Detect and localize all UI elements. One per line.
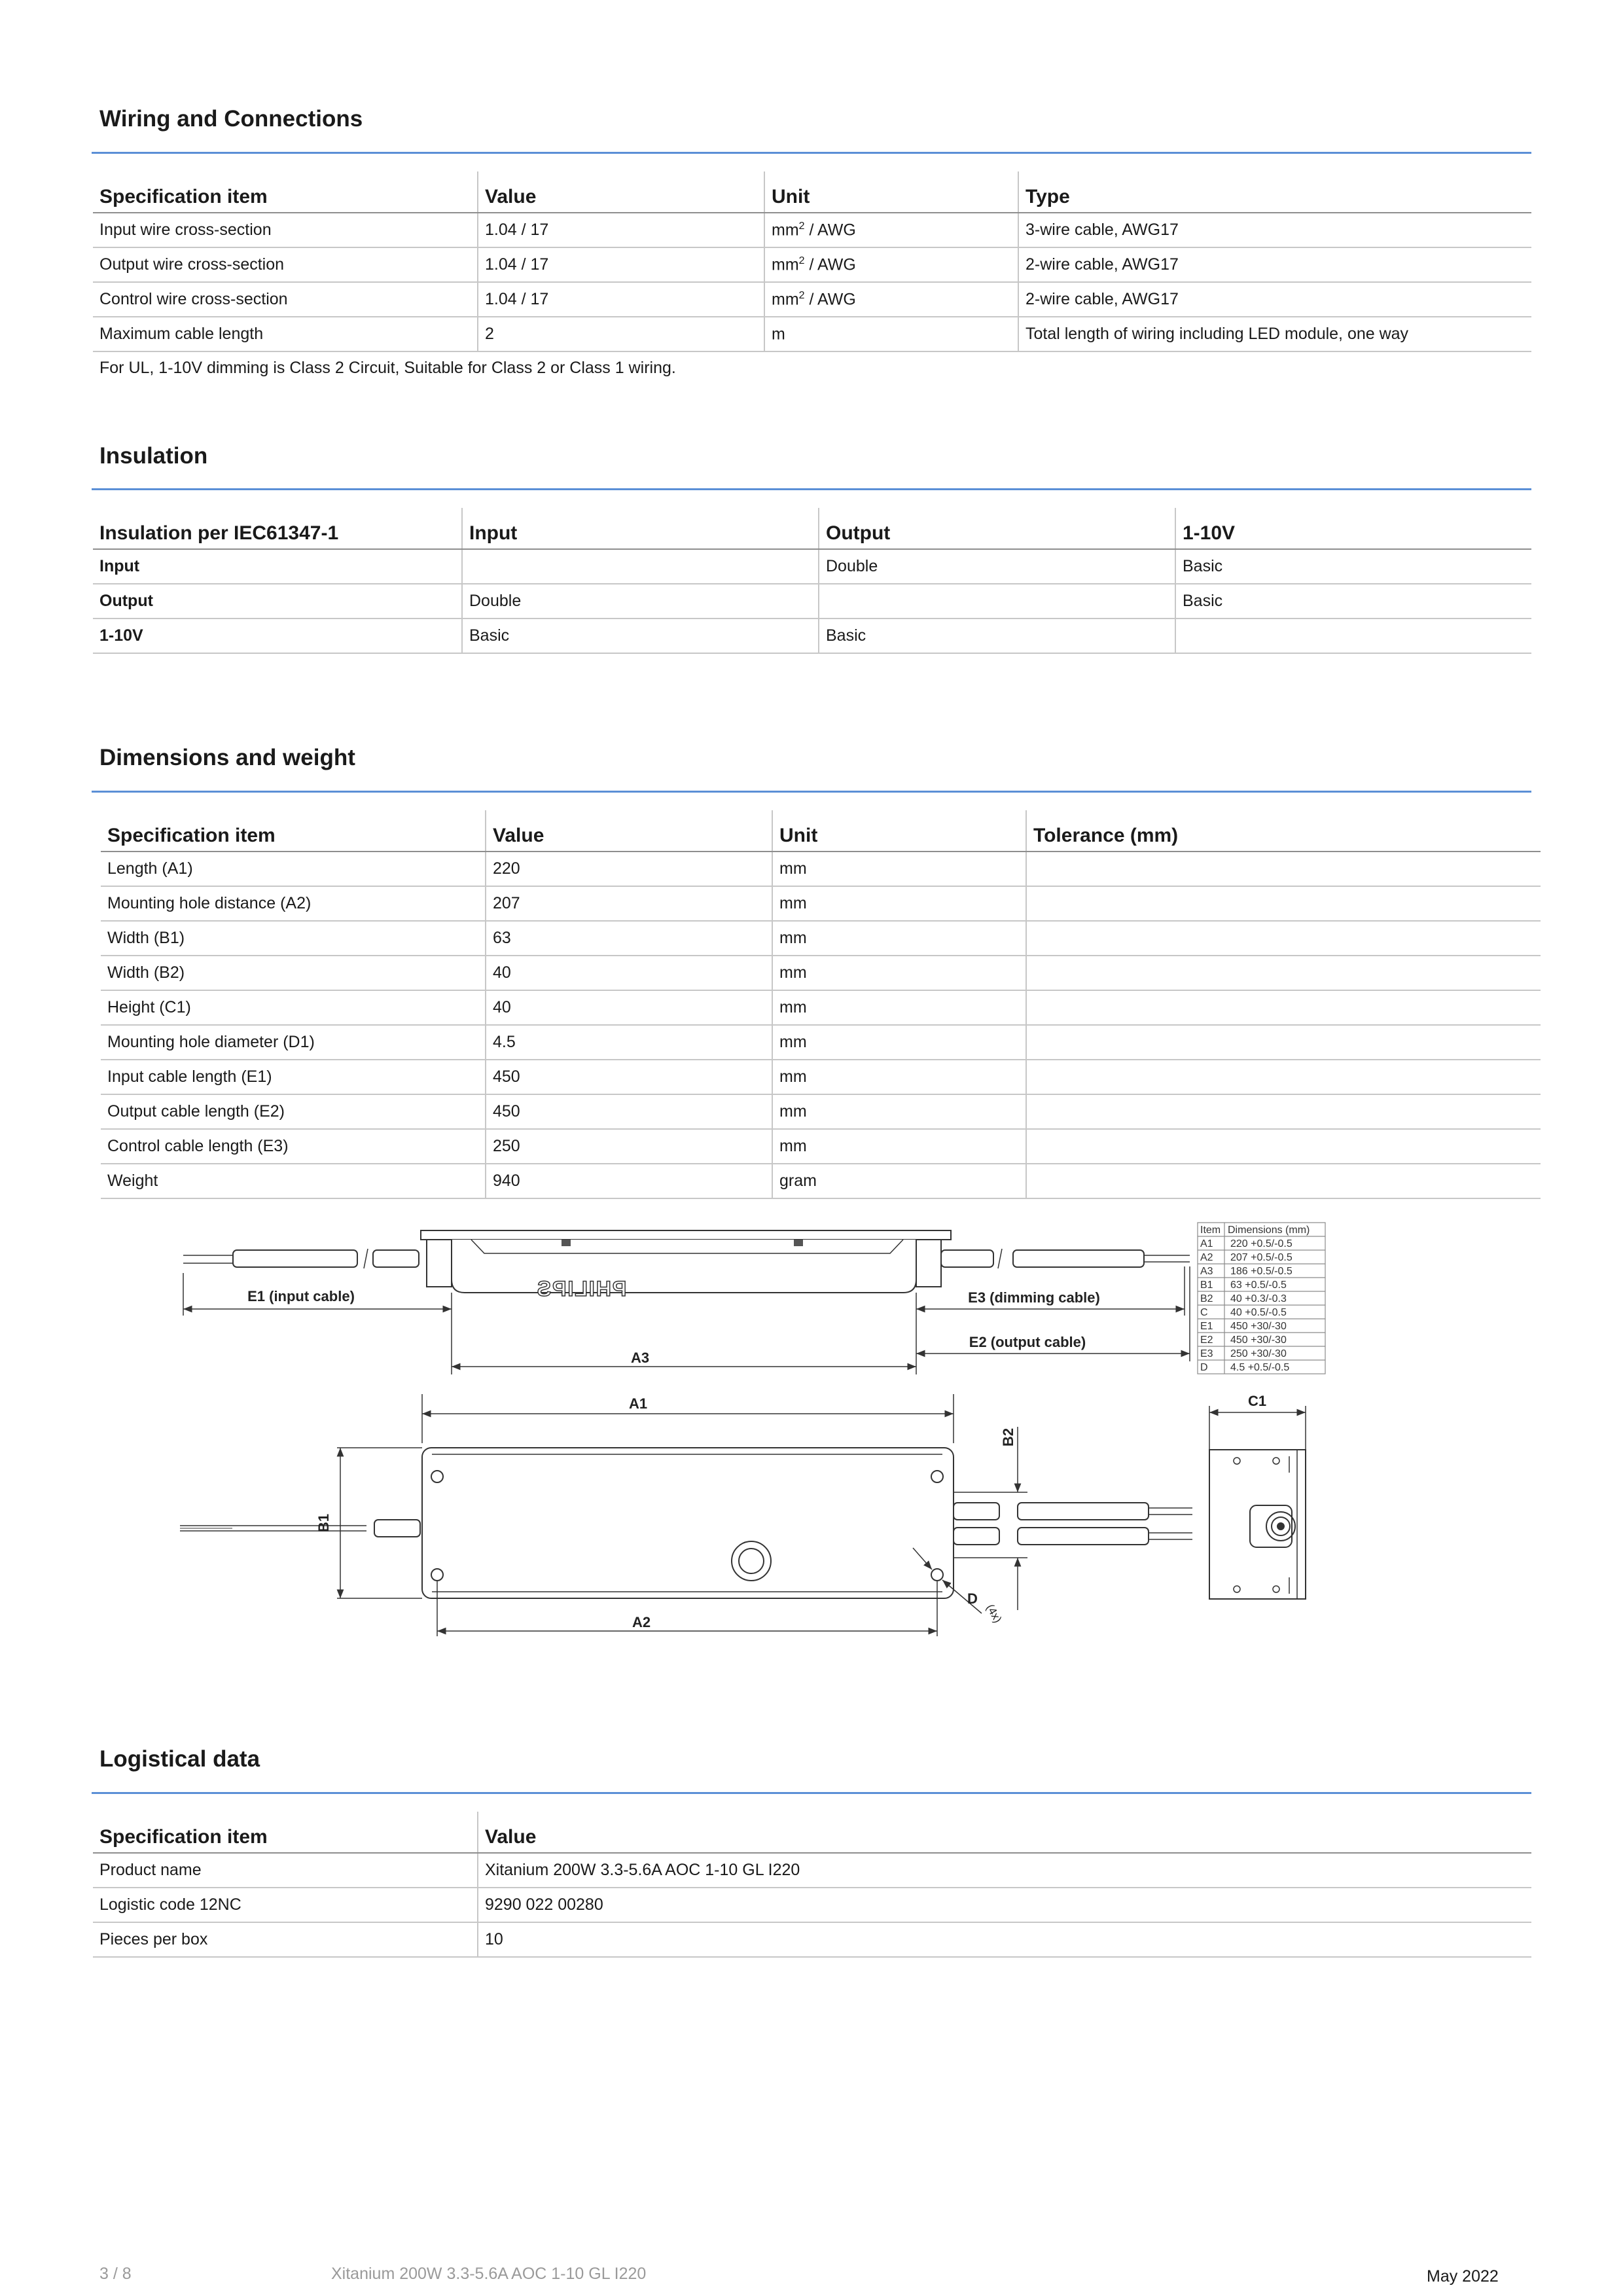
spec-unit: m (764, 317, 1018, 351)
spec-value: 1.04 / 17 (478, 247, 764, 282)
label-e1: E1 (input cable) (247, 1288, 355, 1304)
spec-item: Input cable length (E1) (101, 1060, 486, 1094)
spec-item: Height (C1) (101, 990, 486, 1025)
footer-page-number: 3 / 8 (99, 2265, 132, 2283)
spec-value: 220 (486, 852, 772, 886)
tol-value: 220 +0.5/-0.5 (1230, 1238, 1293, 1249)
spec-type: 3-wire cable, AWG17 (1018, 213, 1531, 247)
tol-item: B1 (1200, 1280, 1213, 1291)
spec-type: 2-wire cable, AWG17 (1018, 247, 1531, 282)
tol-value: 186 +0.5/-0.5 (1230, 1266, 1293, 1277)
column-header: Input (462, 508, 819, 549)
spec-value: 450 (486, 1060, 772, 1094)
column-header: Type (1018, 171, 1531, 213)
cell-1-10v: Basic (1175, 584, 1531, 619)
tol-value: 450 +30/-30 (1230, 1335, 1287, 1346)
label-b1: B1 (315, 1513, 332, 1533)
spec-item: Logistic code 12NC (93, 1888, 478, 1922)
cell-output: Double (819, 549, 1175, 584)
spec-value: 63 (486, 921, 772, 956)
tol-value: 450 +30/-30 (1230, 1321, 1287, 1332)
spec-unit: mm (772, 1060, 1026, 1094)
spec-value: 940 (486, 1164, 772, 1198)
spec-value: 450 (486, 1094, 772, 1129)
column-header: Value (478, 1812, 1531, 1853)
spec-unit: mm (772, 956, 1026, 990)
spec-value: 10 (478, 1922, 1531, 1957)
spec-item: Control cable length (E3) (101, 1129, 486, 1164)
spec-value: 4.5 (486, 1025, 772, 1060)
cell-1-10v: Basic (1175, 549, 1531, 584)
column-header: Unit (764, 171, 1018, 213)
row-header: Output (93, 584, 462, 619)
wiring-section-title: Wiring and Connections (99, 106, 363, 132)
spec-value: 1.04 / 17 (478, 282, 764, 317)
label-d-count: (4x) (984, 1602, 1005, 1625)
row-header: 1-10V (93, 619, 462, 653)
spec-value: Xitanium 200W 3.3-5.6A AOC 1-10 GL I220 (478, 1853, 1531, 1888)
table-row (93, 1922, 1531, 1957)
column-header: Specification item (101, 810, 486, 852)
spec-value: 207 (486, 886, 772, 921)
column-header: Value (478, 171, 764, 213)
cell-input: Double (462, 584, 819, 619)
tol-item: D (1200, 1362, 1208, 1373)
tol-value: 250 +30/-30 (1230, 1348, 1287, 1359)
label-d: D (967, 1590, 978, 1607)
label-e2: E2 (output cable) (969, 1334, 1086, 1350)
spec-unit: mm (772, 852, 1026, 886)
column-header: Output (819, 508, 1175, 549)
spec-item: Mounting hole diameter (D1) (101, 1025, 486, 1060)
dimensions-section-title: Dimensions and weight (99, 745, 355, 770)
end-view (1209, 1406, 1306, 1599)
tol-value: 40 +0.5/-0.5 (1230, 1307, 1287, 1318)
spec-value: 40 (486, 956, 772, 990)
row-header: Input (93, 549, 462, 584)
column-header: Value (486, 810, 772, 852)
tol-value: 40 +0.3/-0.3 (1230, 1293, 1287, 1304)
spec-value: 2 (478, 317, 764, 351)
spec-item: Mounting hole distance (A2) (101, 886, 486, 921)
spec-value: 1.04 / 17 (478, 213, 764, 247)
spec-item: Control wire cross-section (93, 282, 478, 317)
spec-item: Maximum cable length (93, 317, 478, 351)
table-header-row (93, 1812, 1531, 1853)
spec-value: 250 (486, 1129, 772, 1164)
tol-item: E2 (1200, 1335, 1213, 1346)
tol-item: B2 (1200, 1293, 1213, 1304)
cell-output: Basic (819, 619, 1175, 653)
logistics-table (93, 1812, 1531, 1958)
spec-value: 40 (486, 990, 772, 1025)
tol-item: E3 (1200, 1348, 1213, 1359)
tol-item: A1 (1200, 1238, 1213, 1249)
column-header: Specification item (93, 171, 478, 213)
spec-type: Total length of wiring including LED module, one way (1018, 317, 1531, 351)
spec-unit: $mm^2$ / AWG (764, 213, 1018, 247)
wiring-note: For UL, 1-10V dimming is Class 2 Circuit, Suitable for Class 2 or Class 1 wiring. (99, 359, 676, 377)
spec-item: Pieces per box (93, 1922, 478, 1957)
spec-item: Width (B2) (101, 956, 486, 990)
footer-product-name: Xitanium 200W 3.3-5.6A AOC 1-10 GL I220 (331, 2265, 647, 2283)
tol-item: A3 (1200, 1266, 1213, 1277)
brand-logo: PHILIPS (535, 1277, 627, 1300)
spec-item: Product name (93, 1853, 478, 1888)
column-header: Tolerance (mm) (1026, 810, 1541, 852)
footer-date: May 2022 (1427, 2267, 1499, 2286)
spec-item: Width (B1) (101, 921, 486, 956)
spec-unit: gram (772, 1164, 1026, 1198)
label-e3: E3 (dimming cable) (968, 1289, 1100, 1306)
spec-item: Length (A1) (101, 852, 486, 886)
top-view (180, 1394, 1192, 1636)
tol-item: C (1200, 1307, 1208, 1318)
column-header: Unit (772, 810, 1026, 852)
spec-item: Output cable length (E2) (101, 1094, 486, 1129)
logistics-title-rule (92, 1792, 1531, 1794)
spec-type: 2-wire cable, AWG17 (1018, 282, 1531, 317)
column-header: 1-10V (1175, 508, 1531, 549)
spec-unit: mm (772, 1025, 1026, 1060)
tol-value: 207 +0.5/-0.5 (1230, 1252, 1293, 1263)
table-row (93, 1853, 1531, 1888)
tol-header-item: Item (1200, 1225, 1221, 1236)
label-a1: A1 (628, 1395, 648, 1412)
spec-unit: $mm^2$ / AWG (764, 247, 1018, 282)
tol-value: 4.5 +0.5/-0.5 (1230, 1362, 1290, 1373)
column-header: Insulation per IEC61347-1 (93, 508, 462, 549)
spec-unit: $mm^2$ / AWG (764, 282, 1018, 317)
label-b2: B2 (1000, 1427, 1016, 1447)
spec-unit: mm (772, 1094, 1026, 1129)
insulation-section-title: Insulation (99, 443, 208, 469)
spec-unit: mm (772, 1129, 1026, 1164)
spec-item: Input wire cross-section (93, 213, 478, 247)
label-c1: C1 (1247, 1393, 1267, 1409)
spec-unit: mm (772, 990, 1026, 1025)
column-header: Specification item (93, 1812, 478, 1853)
spec-item: Weight (101, 1164, 486, 1198)
label-a3: A3 (630, 1350, 650, 1366)
spec-item: Output wire cross-section (93, 247, 478, 282)
tol-value: 63 +0.5/-0.5 (1230, 1280, 1287, 1291)
tol-item: A2 (1200, 1252, 1213, 1263)
tol-item: E1 (1200, 1321, 1213, 1332)
label-a2: A2 (632, 1614, 651, 1630)
spec-unit: mm (772, 886, 1026, 921)
tol-header-dimensions: Dimensions (mm) (1228, 1225, 1310, 1236)
cell-input: Basic (462, 619, 819, 653)
spec-value: 9290 022 00280 (478, 1888, 1531, 1922)
logistics-section-title: Logistical data (99, 1746, 260, 1772)
table-row (93, 1888, 1531, 1922)
spec-unit: mm (772, 921, 1026, 956)
